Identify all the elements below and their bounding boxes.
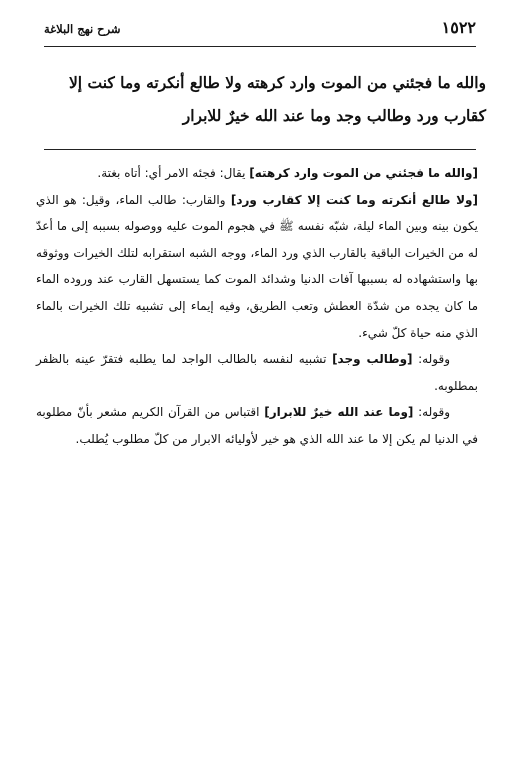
cited-phrase: [وطالب وجد]	[332, 352, 413, 367]
commentary-paragraph	[36, 187, 478, 347]
paragraph-text: والقارب: طالب الماء، وقيل: هو الذي يكون بينه وبين الماء ليلة، شبّه نفسه ﷺ في هجوم الموت عليه ووصوله بسببه إلى ما أعدّ له من الخيرات الباقية بالقارب الذي ورد الماء، ووجه الشبه استقرابه لتلك الخيرات ووثوقه بها واستشهاده له بسببها آفات الدنيا وشدائد الموت كما يستسهل القارب عند وروده الماء ما كان يجده من شدّة العطش وتعب الطريق، وفيه إيماء إلى تشبيه تلك الخيرات بالماء الذي منه حياة كلّ شيء.	[36, 192, 478, 340]
commentary-paragraph	[36, 399, 478, 452]
running-title: شرح نهج البلاغة	[44, 22, 121, 36]
quoted-saying	[28, 66, 486, 132]
paragraph-text: يقال: فجئه الامر أي: أتاه بغتة.	[97, 166, 250, 180]
paragraph-lead: وقوله:	[413, 405, 450, 420]
section-divider	[44, 149, 476, 150]
quote-line-1: والله ما فجئني من الموت وارد كرهته ولا طالع أنكرته وما كنت إلا	[68, 73, 486, 92]
page-number: ١٥٢٢	[441, 18, 476, 37]
cited-phrase: [وما عند الله خيرٌ للابرار]	[264, 405, 414, 420]
paragraph-lead: وقوله:	[412, 352, 451, 367]
paragraph-text: تشبيه لنفسه بالطالب الواجد لما يطلبه فتقرّ عينه بالظفر بمطلوبه.	[36, 352, 478, 393]
page-header	[44, 18, 476, 44]
header-divider	[44, 46, 476, 47]
commentary-paragraph	[36, 346, 478, 399]
commentary-body	[36, 160, 478, 453]
quote-line-2: كقارب ورد وطالب وجد وما عند الله خيرٌ للابرار	[182, 106, 486, 125]
cited-phrase: [والله ما فجئني من الموت وارد كرهته]	[249, 166, 478, 180]
cited-phrase: [ولا طالع أنكرته وما كنت إلا كقارب ورد]	[230, 192, 478, 207]
commentary-paragraph	[36, 160, 478, 187]
paragraph-text: اقتباس من القرآن الكريم مشعر بأنّ مطلوبه في الدنيا لم يكن إلا ما عند الله الذي هو خير لأوليائه الابرار من كلّ مطلوب يُطلب.	[36, 405, 478, 446]
